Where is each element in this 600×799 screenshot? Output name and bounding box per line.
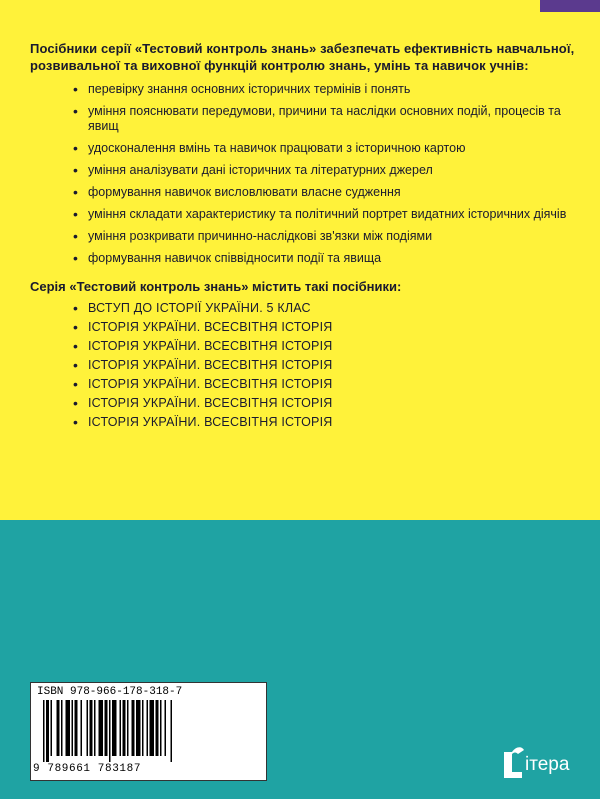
skill-item	[30, 104, 575, 134]
barcode-box	[30, 682, 267, 781]
skill-text: уміння складати характеристику та політичний портрет видатних історичних діячів	[88, 207, 567, 221]
barcode-bar	[109, 700, 111, 762]
skill-text: уміння розкривати причинно-наслідкові зв'язки між подіями	[88, 229, 433, 243]
skill-text: уміння пояснювати передумови, причини та наслідки основних подій, процесів та явищ	[88, 104, 561, 133]
barcode-bar	[81, 700, 83, 756]
skill-item	[30, 185, 575, 200]
book-text: ІСТОРІЯ УКРАЇНИ. ВСЕСВІТНЯ ІСТОРІЯ	[88, 339, 333, 353]
book-item	[30, 339, 575, 354]
barcode-bar	[150, 700, 155, 756]
barcode-bar	[90, 700, 93, 756]
bullet-icon: •	[73, 206, 78, 222]
barcode-bar	[94, 700, 96, 756]
bullet-icon: •	[73, 395, 79, 411]
book-item	[30, 358, 575, 373]
bullet-icon: •	[73, 103, 78, 119]
skill-item	[30, 163, 575, 178]
barcode-bar	[123, 700, 126, 756]
skill-item	[30, 207, 575, 222]
skill-item	[30, 229, 575, 244]
publisher-logo	[498, 742, 588, 782]
bullet-icon: •	[73, 414, 79, 430]
bullet-icon: •	[73, 81, 78, 97]
barcode-bar	[46, 700, 49, 762]
barcode-bar	[51, 700, 53, 756]
skill-text: уміння аналізувати дані історичних та літературних джерел	[88, 163, 433, 177]
publisher-logo-mark	[498, 742, 528, 782]
book-text: ІСТОРІЯ УКРАЇНИ. ВСЕСВІТНЯ ІСТОРІЯ	[88, 415, 333, 429]
barcode-bar	[160, 700, 162, 756]
barcode-bar	[147, 700, 149, 756]
bullet-icon: •	[73, 228, 78, 244]
bullet-icon: •	[73, 357, 79, 373]
barcode-bar	[156, 700, 159, 756]
bullet-icon: •	[73, 338, 79, 354]
bullet-icon: •	[73, 376, 79, 392]
barcode-bar	[171, 700, 173, 762]
skill-item	[30, 141, 575, 156]
barcode-bar	[112, 700, 117, 756]
back-cover-text	[30, 40, 575, 434]
skill-text: перевірку знання основних історичних термінів і понять	[88, 82, 411, 96]
book-item	[30, 301, 575, 316]
corner-color-tab	[540, 0, 600, 12]
barcode-bar	[136, 700, 141, 756]
bullet-icon: •	[73, 300, 79, 316]
skill-item	[30, 251, 575, 266]
bullet-icon: •	[73, 319, 79, 335]
series-title: Серія «Тестовий контроль знань» містить такі посібники:	[30, 279, 402, 294]
book-text: ІСТОРІЯ УКРАЇНИ. ВСЕСВІТНЯ ІСТОРІЯ	[88, 358, 333, 372]
book-text: ІСТОРІЯ УКРАЇНИ. ВСЕСВІТНЯ ІСТОРІЯ	[88, 396, 333, 410]
barcode-bar	[142, 700, 144, 756]
barcode-bar	[43, 700, 45, 762]
barcode-bar	[57, 700, 60, 756]
book-item	[30, 320, 575, 335]
skills-list	[30, 82, 575, 266]
barcode-bar	[72, 700, 74, 756]
barcode-bar	[165, 700, 167, 756]
barcode-bar	[87, 700, 89, 756]
isbn-text: ISBN 978-966-178-318-7	[37, 686, 183, 698]
barcode-bar	[132, 700, 135, 756]
bullet-icon: •	[73, 184, 78, 200]
barcode-bars	[43, 700, 253, 762]
skill-text: удосконалення вмінь та навичок працювати з історичною картою	[88, 141, 466, 155]
barcode-bar	[99, 700, 104, 756]
skill-text: формування навичок висловлювати власне судження	[88, 185, 401, 199]
book-item	[30, 415, 575, 430]
bullet-icon: •	[73, 250, 78, 266]
barcode-bar	[61, 700, 63, 756]
bullet-icon: •	[73, 140, 78, 156]
intro-paragraph: Посібники серії «Тестовий контроль знань» забезпечать ефективність навчальної, розвивальної та виховної функцій контролю знань, умінь та навичок учнів:	[30, 41, 575, 73]
book-item	[30, 377, 575, 392]
book-text: ІСТОРІЯ УКРАЇНИ. ВСЕСВІТНЯ ІСТОРІЯ	[88, 377, 333, 391]
publisher-logo-text: ітера	[525, 754, 570, 775]
book-text: ВСТУП ДО ІСТОРІЇ УКРАЇНИ. 5 КЛАС	[88, 301, 311, 315]
book-item	[30, 396, 575, 411]
barcode-bar	[127, 700, 129, 756]
bullet-icon: •	[73, 162, 78, 178]
ean-text: 9 789661 783187	[33, 763, 142, 775]
barcode-bar	[75, 700, 78, 756]
barcode-bar	[120, 700, 122, 756]
skill-item	[30, 82, 575, 97]
books-list	[30, 301, 575, 430]
barcode-bar	[105, 700, 108, 756]
book-text: ІСТОРІЯ УКРАЇНИ. ВСЕСВІТНЯ ІСТОРІЯ	[88, 320, 333, 334]
barcode-bar	[66, 700, 71, 756]
skill-text: формування навичок співвідносити події та явища	[88, 251, 382, 265]
